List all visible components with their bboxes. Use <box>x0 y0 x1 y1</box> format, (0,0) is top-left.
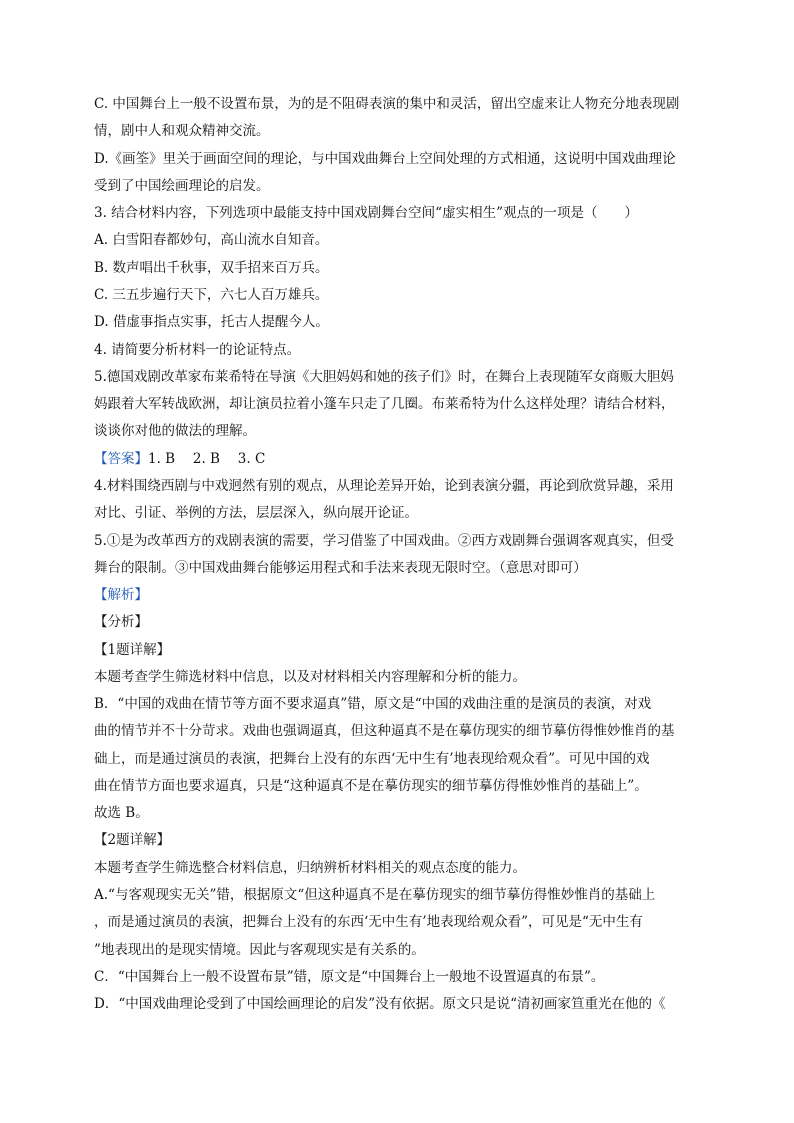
option-d-line-1: D.《画筌》里关于画面空间的理论，与中国戏曲舞台上空间处理的方式相通，这说明中国戏曲理论 <box>94 151 676 167</box>
section-q1-detail: 【1题详解】 <box>94 642 171 658</box>
q3-option-b: B. 数声唱出千秋事，双手招来百万兵。 <box>94 260 329 276</box>
answer-line <box>94 449 706 469</box>
q2-detail-line-5: C．“中国舞台上一般不设置布景”错，原文是“中国舞台上一般地不设置逼真的布景”。 <box>94 969 605 985</box>
section-q2-detail: 【2题详解】 <box>94 832 171 848</box>
q1-detail-line-5: 曲在情节方面也要求逼真，只是“这种逼真不是在摹仿现实的细节摹仿得惟妙惟肖的基础上”。 <box>94 778 648 794</box>
q2-detail-line-3: ，而是通过演员的表演，把舞台上没有的东西‘无中生有’地表现给观众看”，可见是“无中生有 <box>94 914 643 930</box>
q1-detail-line-1: 本题考查学生筛选材料中信息，以及对材料相关内容理解和分析的能力。 <box>94 669 526 685</box>
analysis-label: 【解析】 <box>94 587 148 603</box>
question-5-line-3: 谈谈你对他的做法的理解。 <box>94 423 256 439</box>
answer-label: 【答案】 <box>94 451 148 467</box>
q3-option-c: C. 三五步遍行天下，六七人百万雄兵。 <box>94 287 329 303</box>
question-3: 3. 结合材料内容，下列选项中最能支持中国戏剧舞台空间“虚实相生”观点的一项是（ ） <box>94 205 638 221</box>
option-c-line-1: C. 中国舞台上一般不设置布景，为的是不阻碍表演的集中和灵活，留出空虚来让人物充分地表现剧 <box>94 96 680 112</box>
q3-option-d: D. 借虚事指点实事，托古人提醒今人。 <box>94 314 329 330</box>
answer-4-line-2: 对比、引证、举例的方法，层层深入，纵向展开论证。 <box>94 505 418 521</box>
q1-detail-line-2: B．“中国的戏曲在情节等方面不要求逼真”错，原文是“中国的戏曲注重的是演员的表演，对戏 <box>94 696 652 712</box>
question-5-line-1: 5.德国戏剧改革家布莱希特在导演《大胆妈妈和她的孩子们》时，在舞台上表现随军女商贩大胆妈 <box>94 369 674 385</box>
answer-4-line-1: 4.材料围绕西剧与中戏迥然有别的观点，从理论差异开始，论到表演分疆，再论到欣赏异趣，采用 <box>94 478 674 494</box>
question-5-line-2: 妈跟着大军转战欧洲，却让演员拉着小篷车只走了几圈。布莱希特为什么这样处理？请结合材料， <box>94 396 675 412</box>
section-analysis: 【分析】 <box>94 614 148 630</box>
q3-option-a: A. 白雪阳春都妙句，高山流水自知音。 <box>94 232 329 248</box>
q2-detail-line-1: 本题考查学生筛选整合材料信息，归纳辨析材料相关的观点态度的能力。 <box>94 860 526 876</box>
answer-5-line-2: 舞台的限制。③中国戏曲舞台能够运用程式和手法来表现无限时空。（意思对即可） <box>94 560 587 576</box>
option-c-line-2: 情，剧中人和观众精神交流。 <box>94 123 270 139</box>
q1-detail-line-3: 曲的情节并不十分苛求。戏曲也强调逼真，但这种逼真不是在摹仿现实的细节摹仿得惟妙惟肖的基 <box>94 723 675 739</box>
q2-detail-line-6: D．“中国戏曲理论受到了中国绘画理论的启发”没有依据。原文只是说“清初画家笪重光在他的《 <box>94 996 666 1012</box>
question-4: 4. 请简要分析材料一的论证特点。 <box>94 342 301 358</box>
option-d-line-2: 受到了中国绘画理论的启发。 <box>94 178 270 194</box>
q1-detail-line-6: 故选 B。 <box>94 805 149 821</box>
q2-detail-line-2: A.“与客观现实无关”错，根据原文“但这种逼真不是在摹仿现实的细节摹仿得惟妙惟肖的基础上 <box>94 887 656 903</box>
answer-5-line-1: 5.①是为改革西方的戏剧表演的需要，学习借鉴了中国戏曲。②西方戏剧舞台强调客观真实，但受 <box>94 533 674 549</box>
q2-detail-line-4: ”地表现出的是现实情境。因此与客观现实是有关系的。 <box>94 942 425 958</box>
answer-text: 1. B 2. B 3. C <box>148 451 266 467</box>
q1-detail-line-4: 础上，而是通过演员的表演，把舞台上没有的东西‘无中生有’地表现给观众看”。可见中国的戏 <box>94 751 650 767</box>
